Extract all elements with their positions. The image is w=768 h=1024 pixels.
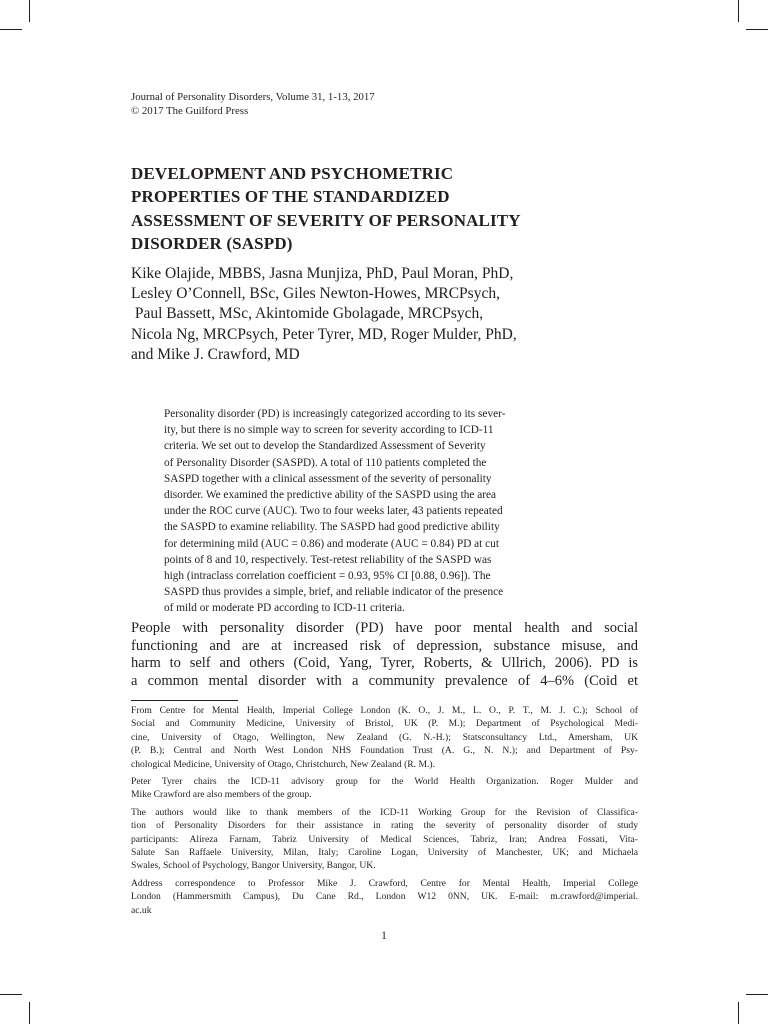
title-line: PROPERTIES OF THE STANDARDIZED — [131, 187, 450, 207]
body-line: People with personality disorder (PD) have poor mental health and social — [131, 620, 638, 636]
journal-info — [131, 90, 375, 118]
author-line: Nicola Ng, MRCPsych, Peter Tyrer, MD, Roger Mulder, PhD, — [131, 325, 517, 343]
footnote-line: London (Hammersmith Campus), Du Cane Rd., London W12 0NN, UK. E-mail: m.crawford@imperial. — [131, 891, 638, 903]
copyright-notice: © 2017 The Guilford Press — [131, 105, 249, 117]
footnotes — [131, 704, 638, 921]
affiliations-note — [131, 704, 638, 771]
abstract-line: criteria. We set out to develop the Standardized Assessment of Severity — [164, 440, 486, 453]
abstract-line: of mild or moderate PD according to ICD-11 criteria. — [164, 602, 405, 615]
title-line: DEVELOPMENT AND PSYCHOMETRIC — [131, 164, 454, 183]
title-line: ASSESSMENT OF SEVERITY OF PERSONALITY — [131, 210, 521, 230]
author-list — [131, 264, 517, 365]
crop-mark — [0, 29, 22, 30]
crop-mark — [29, 0, 30, 22]
disclosure-note — [131, 775, 638, 802]
footnote-line: cine, University of Otago, Wellington, New Zealand (G. N.-H.); Statsconsultancy Ltd., Amersham, UK — [131, 731, 638, 743]
crop-mark — [0, 994, 22, 995]
page-number: 1 — [381, 930, 387, 942]
body-line: a common mental disorder with a community prevalence of 4–6% (Coid et — [131, 672, 638, 689]
footnote-line: ac.uk — [131, 904, 152, 916]
article-title — [131, 162, 651, 255]
author-line: Paul Bassett, MSc, Akintomide Gbolagade, MRCPsych, — [131, 305, 484, 323]
crop-mark — [738, 0, 739, 22]
author-line: and Mike J. Crawford, MD — [131, 345, 300, 363]
footnote-line: Salute San Raffaele University, Milan, Italy; Caroline Logan, University of Manchester, UK; and Michaela — [131, 847, 638, 859]
footnote-rule — [131, 700, 238, 701]
footnote-line: Social and Community Medicine, University of Bristol, UK (P. M.); Department of Psychological Medi- — [131, 718, 638, 730]
acknowledgments-note — [131, 806, 638, 873]
abstract-line: for determining mild (AUC = 0.86) and moderate (AUC = 0.84) PD at cut — [164, 537, 499, 550]
author-line: Kike Olajide, MBBS, Jasna Munjiza, PhD, Paul Moran, PhD, — [131, 265, 514, 282]
footnote-line: From Centre for Mental Health, Imperial College London (K. O., J. M., L. O., P. T., M. J. C.); School of — [131, 705, 638, 716]
footnote-line: tion of Personality Disorders for their assistance in rating the severity of personality disorder of study — [131, 820, 638, 832]
abstract-line: SASPD together with a clinical assessment of the severity of personality — [164, 472, 492, 485]
abstract-line: of Personality Disorder (SASPD). A total of 110 patients completed the — [164, 456, 487, 469]
crop-mark — [738, 1002, 739, 1024]
abstract-line: Personality disorder (PD) is increasingly categorized according to its sever- — [164, 408, 506, 420]
crop-mark — [746, 29, 768, 30]
footnote-line: The authors would like to thank members of the ICD-11 Working Group for the Revision of Classifica- — [131, 806, 638, 818]
footnote-line: Mike Crawford are also members of the group. — [131, 789, 312, 801]
abstract-line: points of 8 and 10, respectively. Test-retest reliability of the SASPD was — [164, 553, 492, 566]
footnote-line: Peter Tyrer chairs the ICD-11 advisory group for the World Health Organization. Roger Mulder and — [131, 776, 638, 788]
title-line: DISORDER (SASPD) — [131, 233, 293, 253]
abstract-line: disorder. We examined the predictive ability of the SASPD using the area — [164, 489, 497, 502]
abstract-line: under the ROC curve (AUC). Two to four weeks later, 43 patients repeated — [164, 505, 503, 518]
body-line: functioning and are at increased risk of depression, substance misuse, and — [131, 637, 638, 654]
abstract-line: ity, but there is no simple way to screen for severity according to ICD-11 — [164, 424, 494, 437]
body-line: harm to self and others (Coid, Yang, Tyrer, Roberts, & Ullrich, 2006). PD is — [131, 655, 638, 672]
footnote-line: (P. B.); Central and North West London NHS Foundation Trust (A. G., N. N.); and Department of Psy- — [131, 745, 638, 757]
journal-citation: Journal of Personality Disorders, Volume 31, 1-13, 2017 — [131, 91, 375, 103]
correspondence-note — [131, 877, 638, 917]
crop-mark — [746, 994, 768, 995]
abstract-line: SASPD thus provides a simple, brief, and reliable indicator of the presence — [164, 586, 504, 599]
abstract-line: high (intraclass correlation coefficient = 0.93, 95% CI [0.88, 0.96]). The — [164, 570, 491, 583]
author-line: Lesley O’Connell, BSc, Giles Newton-Howes, MRCPsych, — [131, 285, 500, 303]
footnote-line: chological Medicine, University of Otago, Christchurch, New Zealand (R. M.). — [131, 758, 435, 770]
body-paragraph — [131, 620, 638, 690]
footnote-line: Address correspondence to Professor Mike J. Crawford, Centre for Mental Health, Imperial College — [131, 877, 638, 889]
abstract — [164, 406, 604, 617]
footnote-line: Swales, School of Psychology, Bangor University, Bangor, UK. — [131, 860, 376, 872]
crop-mark — [29, 1002, 30, 1024]
footnote-line: participants: Alireza Farnam, Tabriz University of Medical Sciences, Tabriz, Iran; Andrea Fossati, Vita- — [131, 833, 638, 845]
abstract-line: the SASPD to examine reliability. The SASPD had good predictive ability — [164, 521, 500, 534]
